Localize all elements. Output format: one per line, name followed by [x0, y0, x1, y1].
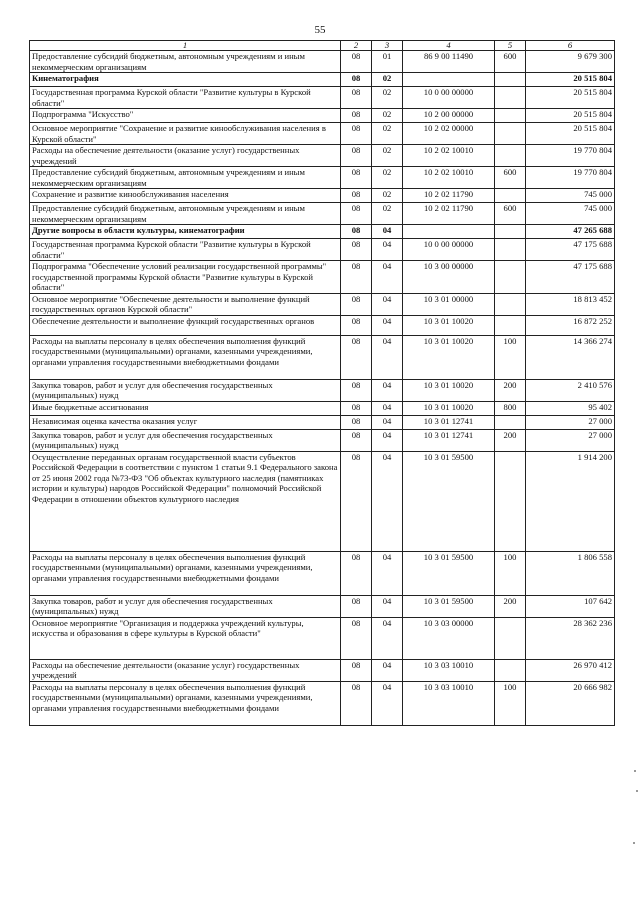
table-row	[30, 335, 615, 379]
cell-sum: 20 515 804	[526, 123, 615, 145]
cell-pr: 04	[372, 379, 403, 401]
table-row	[30, 415, 615, 429]
cell-pr: 04	[372, 401, 403, 415]
cell-rz: 08	[341, 379, 372, 401]
cell-sum: 745 000	[526, 203, 615, 225]
cell-name: Закупка товаров, работ и услуг для обеспечения государственных (муниципальных) нужд	[30, 429, 341, 451]
cell-rz: 08	[341, 225, 372, 239]
table-row	[30, 73, 615, 87]
cell-pr: 04	[372, 617, 403, 659]
cell-name: Основное мероприятие "Организация и поддержка учреждений культуры, искусства и образования в сфере культуры в Курской области"	[30, 617, 341, 659]
table-row	[30, 123, 615, 145]
cell-vr: 200	[495, 429, 526, 451]
cell-pr: 04	[372, 239, 403, 261]
table-row	[30, 659, 615, 681]
cell-pr: 02	[372, 189, 403, 203]
table-row	[30, 617, 615, 659]
table-row	[30, 401, 615, 415]
table-row	[30, 225, 615, 239]
cell-vr: 100	[495, 335, 526, 379]
cell-vr	[495, 239, 526, 261]
cell-name: Кинематография	[30, 73, 341, 87]
cell-name: Сохранение и развитие кинообслуживания населения	[30, 189, 341, 203]
cell-name: Подпрограмма "Искусство"	[30, 109, 341, 123]
cell-name: Осуществление переданных органам государственной власти субъектов Российской Федерации в соответствии с пунктом 1 статьи 9.1 Федерального закона от 25 июня 2002 года №73-ФЗ "Об объектах культурного наследия (памятниках истории и культуры) народов Российской Федерации" полномочий Российской Федерации в отношении объектов культурного наследия	[30, 451, 341, 551]
page-number: 55	[314, 24, 326, 36]
cell-name: Расходы на обеспечение деятельности (оказание услуг) государственных учреждений	[30, 145, 341, 167]
cell-rz: 08	[341, 123, 372, 145]
scan-speck	[634, 770, 636, 772]
table-header-row	[30, 41, 615, 51]
cell-csr: 10 3 01 12741	[403, 429, 495, 451]
cell-pr: 04	[372, 429, 403, 451]
cell-name: Обеспечение деятельности и выполнение функций государственных органов	[30, 315, 341, 335]
cell-csr: 10 3 01 10020	[403, 315, 495, 335]
cell-pr: 04	[372, 451, 403, 551]
table-row	[30, 51, 615, 73]
cell-csr: 86 9 00 11490	[403, 51, 495, 73]
cell-sum: 95 402	[526, 401, 615, 415]
cell-pr: 02	[372, 203, 403, 225]
cell-csr: 10 3 01 59500	[403, 595, 495, 617]
cell-vr: 600	[495, 167, 526, 189]
cell-vr	[495, 145, 526, 167]
cell-vr	[495, 293, 526, 315]
cell-pr: 04	[372, 335, 403, 379]
cell-vr	[495, 415, 526, 429]
scan-speck	[633, 842, 635, 844]
cell-csr: 10 3 01 12741	[403, 415, 495, 429]
header-col-5: 5	[495, 41, 526, 51]
cell-name: Предоставление субсидий бюджетным, автономным учреждениям и иным некоммерческим организациям	[30, 167, 341, 189]
cell-rz: 08	[341, 659, 372, 681]
table-row	[30, 189, 615, 203]
header-col-2: 2	[341, 41, 372, 51]
table-row	[30, 87, 615, 109]
cell-csr: 10 2 02 10010	[403, 167, 495, 189]
cell-pr: 02	[372, 145, 403, 167]
cell-rz: 08	[341, 551, 372, 595]
cell-csr	[403, 73, 495, 87]
cell-rz: 08	[341, 189, 372, 203]
cell-vr	[495, 315, 526, 335]
cell-pr: 01	[372, 51, 403, 73]
cell-name: Государственная программа Курской области "Развитие культуры в Курской области"	[30, 87, 341, 109]
cell-vr	[495, 123, 526, 145]
cell-csr: 10 3 01 59500	[403, 551, 495, 595]
table-row	[30, 167, 615, 189]
table-row	[30, 681, 615, 725]
cell-rz: 08	[341, 261, 372, 294]
cell-csr: 10 2 02 10010	[403, 145, 495, 167]
cell-rz: 08	[341, 401, 372, 415]
cell-csr: 10 3 01 59500	[403, 451, 495, 551]
cell-pr: 02	[372, 123, 403, 145]
cell-pr: 04	[372, 551, 403, 595]
cell-csr: 10 3 01 10020	[403, 379, 495, 401]
cell-vr: 600	[495, 203, 526, 225]
cell-rz: 08	[341, 51, 372, 73]
table-body	[30, 51, 615, 726]
cell-pr: 04	[372, 659, 403, 681]
cell-vr	[495, 73, 526, 87]
cell-rz: 08	[341, 87, 372, 109]
table-row	[30, 315, 615, 335]
cell-name: Расходы на обеспечение деятельности (оказание услуг) государственных учреждений	[30, 659, 341, 681]
cell-pr: 04	[372, 293, 403, 315]
cell-name: Расходы на выплаты персоналу в целях обеспечения выполнения функций государственными (муниципальными) органами, казенными учреждениями, органами управления государственными внебюджетными фондами	[30, 551, 341, 595]
cell-sum: 18 813 452	[526, 293, 615, 315]
cell-sum: 47 175 688	[526, 239, 615, 261]
cell-name: Закупка товаров, работ и услуг для обеспечения государственных (муниципальных) нужд	[30, 595, 341, 617]
cell-vr: 200	[495, 379, 526, 401]
cell-rz: 08	[341, 335, 372, 379]
cell-rz: 08	[341, 315, 372, 335]
cell-csr: 10 3 01 10020	[403, 335, 495, 379]
header-col-1: 1	[30, 41, 341, 51]
cell-csr: 10 3 01 10020	[403, 401, 495, 415]
cell-sum: 47 265 688	[526, 225, 615, 239]
cell-name: Расходы на выплаты персоналу в целях обеспечения выполнения функций государственными (муниципальными) органами, казенными учреждениями, органами управления государственными внебюджетными фондами	[30, 681, 341, 725]
cell-sum: 1 806 558	[526, 551, 615, 595]
cell-sum: 9 679 300	[526, 51, 615, 73]
cell-pr: 04	[372, 595, 403, 617]
cell-vr	[495, 261, 526, 294]
cell-vr	[495, 451, 526, 551]
cell-csr: 10 2 02 11790	[403, 189, 495, 203]
cell-pr: 04	[372, 681, 403, 725]
cell-rz: 08	[341, 203, 372, 225]
header-col-3: 3	[372, 41, 403, 51]
budget-table	[29, 40, 615, 726]
cell-csr: 10 3 03 00000	[403, 617, 495, 659]
cell-name: Подпрограмма "Обеспечение условий реализации государственной программы" государственной программы Курской области "Развитие культуры в Курской области"	[30, 261, 341, 294]
cell-csr: 10 3 03 10010	[403, 659, 495, 681]
cell-sum: 20 515 804	[526, 109, 615, 123]
cell-vr: 600	[495, 51, 526, 73]
cell-vr	[495, 87, 526, 109]
table-row	[30, 109, 615, 123]
cell-rz: 08	[341, 617, 372, 659]
cell-rz: 08	[341, 73, 372, 87]
table-row	[30, 203, 615, 225]
cell-sum: 47 175 688	[526, 261, 615, 294]
cell-sum: 14 366 274	[526, 335, 615, 379]
cell-rz: 08	[341, 239, 372, 261]
cell-sum: 20 515 804	[526, 73, 615, 87]
table-row	[30, 429, 615, 451]
cell-rz: 08	[341, 595, 372, 617]
cell-vr	[495, 109, 526, 123]
cell-csr: 10 2 00 00000	[403, 109, 495, 123]
cell-name: Основное мероприятие "Сохранение и развитие кинообслуживания населения в Курской области"	[30, 123, 341, 145]
header-col-4: 4	[403, 41, 495, 51]
cell-rz: 08	[341, 681, 372, 725]
cell-vr: 800	[495, 401, 526, 415]
table-row	[30, 261, 615, 294]
cell-sum: 20 515 804	[526, 87, 615, 109]
cell-sum: 27 000	[526, 429, 615, 451]
cell-sum: 26 970 412	[526, 659, 615, 681]
cell-vr: 200	[495, 595, 526, 617]
cell-csr: 10 2 02 11790	[403, 203, 495, 225]
cell-sum: 20 666 982	[526, 681, 615, 725]
table-row	[30, 293, 615, 315]
cell-sum: 27 000	[526, 415, 615, 429]
cell-csr	[403, 225, 495, 239]
cell-name: Государственная программа Курской области "Развитие культуры в Курской области"	[30, 239, 341, 261]
cell-csr: 10 3 00 00000	[403, 261, 495, 294]
scan-speck	[636, 790, 638, 792]
cell-name: Другие вопросы в области культуры, кинематографии	[30, 225, 341, 239]
table-row	[30, 379, 615, 401]
cell-rz: 08	[341, 167, 372, 189]
cell-pr: 04	[372, 315, 403, 335]
cell-vr: 100	[495, 551, 526, 595]
cell-name: Закупка товаров, работ и услуг для обеспечения государственных (муниципальных) нужд	[30, 379, 341, 401]
cell-rz: 08	[341, 293, 372, 315]
cell-rz: 08	[341, 109, 372, 123]
cell-rz: 08	[341, 451, 372, 551]
cell-rz: 08	[341, 415, 372, 429]
table-row	[30, 145, 615, 167]
cell-vr: 100	[495, 681, 526, 725]
cell-name: Основное мероприятие "Обеспечение деятельности и выполнение функций государственных органов Курской области"	[30, 293, 341, 315]
cell-name: Предоставление субсидий бюджетным, автономным учреждениям и иным некоммерческим организациям	[30, 203, 341, 225]
table-row	[30, 239, 615, 261]
cell-pr: 02	[372, 73, 403, 87]
table-row	[30, 595, 615, 617]
cell-csr: 10 3 03 10010	[403, 681, 495, 725]
cell-sum: 1 914 200	[526, 451, 615, 551]
cell-sum: 107 642	[526, 595, 615, 617]
cell-pr: 02	[372, 167, 403, 189]
cell-name: Иные бюджетные ассигнования	[30, 401, 341, 415]
cell-vr	[495, 189, 526, 203]
cell-vr	[495, 617, 526, 659]
cell-vr	[495, 659, 526, 681]
cell-rz: 08	[341, 145, 372, 167]
cell-pr: 04	[372, 415, 403, 429]
cell-pr: 04	[372, 225, 403, 239]
cell-csr: 10 3 01 00000	[403, 293, 495, 315]
cell-name: Расходы на выплаты персоналу в целях обеспечения выполнения функций государственными (муниципальными) органами, казенными учреждениями, органами управления государственными внебюджетными фондами	[30, 335, 341, 379]
cell-sum: 19 770 804	[526, 167, 615, 189]
cell-pr: 04	[372, 261, 403, 294]
cell-name: Независимая оценка качества оказания услуг	[30, 415, 341, 429]
cell-pr: 02	[372, 87, 403, 109]
cell-csr: 10 0 00 00000	[403, 87, 495, 109]
table-row	[30, 451, 615, 551]
cell-vr	[495, 225, 526, 239]
cell-pr: 02	[372, 109, 403, 123]
cell-sum: 16 872 252	[526, 315, 615, 335]
table-row	[30, 551, 615, 595]
cell-csr: 10 0 00 00000	[403, 239, 495, 261]
cell-name: Предоставление субсидий бюджетным, автономным учреждениям и иным некоммерческим организациям	[30, 51, 341, 73]
cell-sum: 28 362 236	[526, 617, 615, 659]
header-col-6: 6	[526, 41, 615, 51]
cell-csr: 10 2 02 00000	[403, 123, 495, 145]
cell-sum: 2 410 576	[526, 379, 615, 401]
cell-sum: 19 770 804	[526, 145, 615, 167]
cell-sum: 745 000	[526, 189, 615, 203]
cell-rz: 08	[341, 429, 372, 451]
